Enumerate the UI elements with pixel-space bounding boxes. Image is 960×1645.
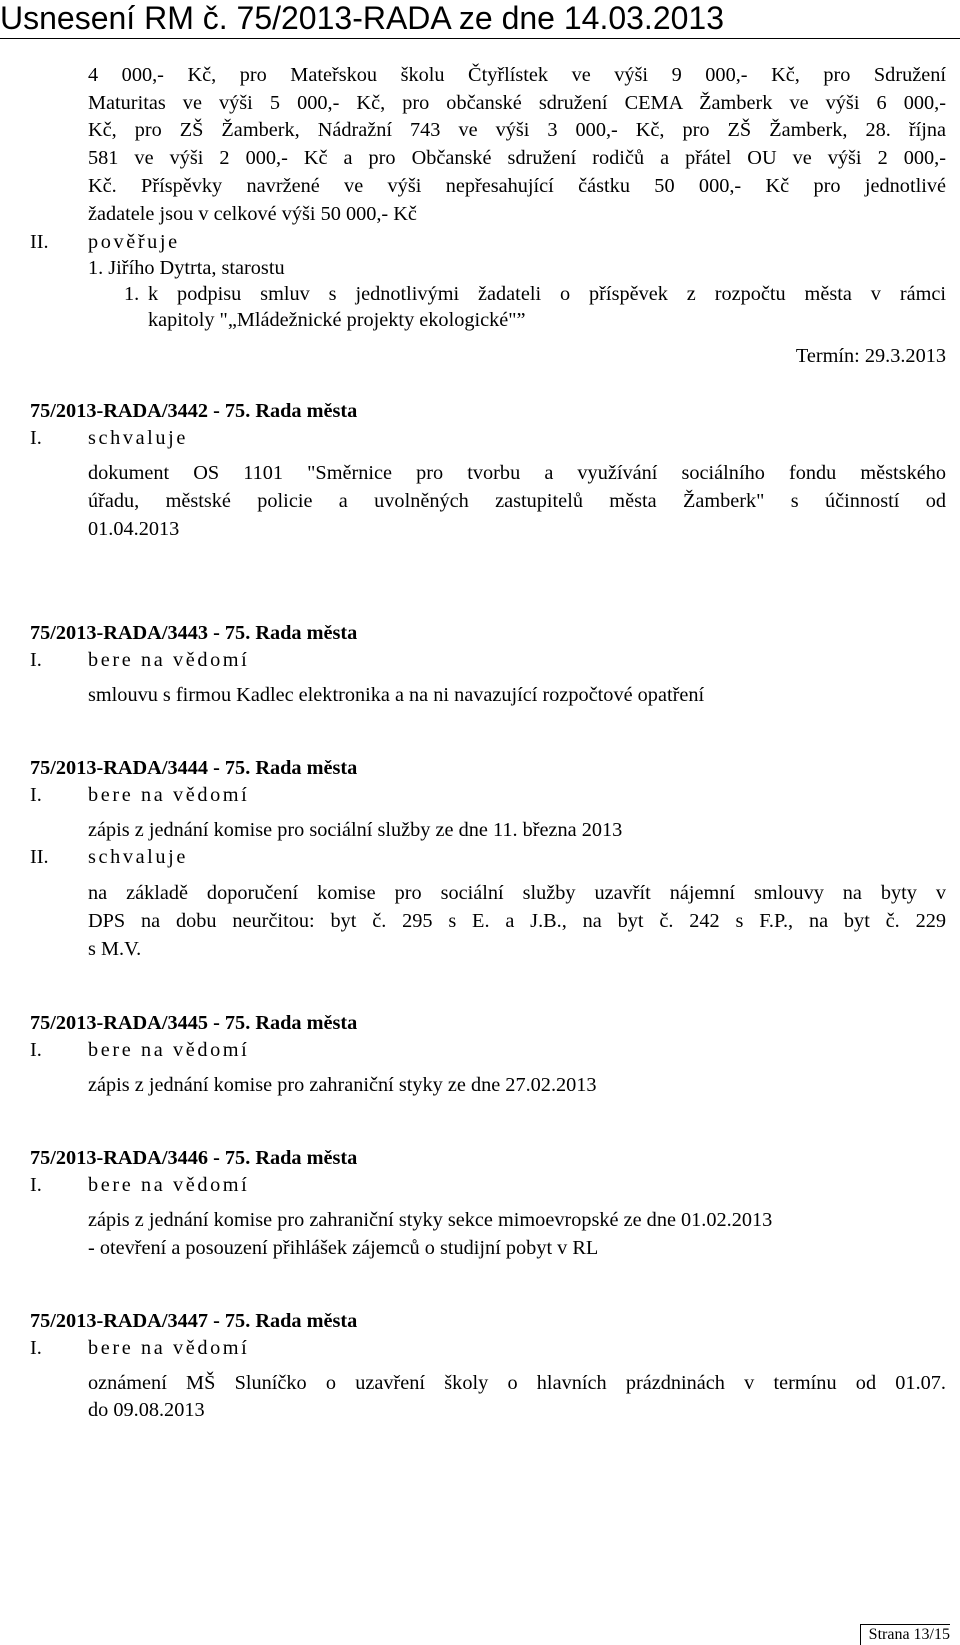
resolution-text: - otevření a posouzení přihlášek zájemců o studijní pobyt v RL <box>88 1237 599 1259</box>
resolution-title: 75/2013-RADA/3442 - 75. Rada města <box>30 400 358 422</box>
page-number <box>860 1624 950 1645</box>
resolution-text: zápis z jednání komise pro sociální služby ze dne 11. března 2013 <box>88 819 623 841</box>
resolution-text: zápis z jednání komise pro zahraniční styky sekce mimoevropské ze dne 01.02.2013 <box>88 1209 773 1231</box>
resolution-text: DPS na dobu neurčitou: byt č. 295 s E. a J.B., na byt č. 242 s F.P., na byt č. 229 <box>88 910 946 932</box>
resolution-title: 75/2013-RADA/3446 - 75. Rada města <box>30 1147 358 1169</box>
intro-line: Kč. Příspěvky navržené ve výši nepřesahující částku 50 000,- Kč pro jednotlivé <box>88 175 946 197</box>
resolution-text: dokument OS 1101 "Směrnice pro tvorbu a využívání sociálního fondu městského <box>88 462 946 484</box>
section-roman: I. <box>30 1337 42 1359</box>
section-roman: I. <box>30 1174 42 1196</box>
section-roman: I. <box>30 649 42 671</box>
resolution-text: do 09.08.2013 <box>88 1399 205 1421</box>
section-roman: I. <box>30 427 42 449</box>
resolution-text: 01.04.2013 <box>88 518 180 540</box>
section-roman: I. <box>30 1039 42 1061</box>
resolution-text: smlouvu s firmou Kadlec elektronika a na ni navazující rozpočtové opatření <box>88 684 705 706</box>
resolution-title: 75/2013-RADA/3443 - 75. Rada města <box>30 622 358 644</box>
section-verb: schvaluje <box>88 846 188 868</box>
header-divider <box>0 38 960 39</box>
section-roman: I. <box>30 784 42 806</box>
responsible-person: 1. Jiřího Dytrta, starostu <box>88 257 285 279</box>
resolution-title: 75/2013-RADA/3444 - 75. Rada města <box>30 757 358 779</box>
task-text: kapitoly "„Mládežnické projekty ekologické"” <box>148 309 526 331</box>
header-title: Usnesení RM č. 75/2013-RADA ze dne 14.03.2013 <box>0 0 724 36</box>
section-verb: bere na vědomí <box>88 784 250 806</box>
section-verb: pověřuje <box>88 231 180 253</box>
section-verb: bere na vědomí <box>88 1039 250 1061</box>
section-verb: bere na vědomí <box>88 649 250 671</box>
intro-line: 4 000,- Kč, pro Mateřskou školu Čtyřlístek ve výši 9 000,- Kč, pro Sdružení <box>88 64 946 86</box>
intro-line: Kč, pro ZŠ Žamberk, Nádražní 743 ve výši 3 000,- Kč, pro ZŠ Žamberk, 28. října <box>88 119 946 141</box>
section-verb: schvaluje <box>88 427 188 449</box>
resolution-text: na základě doporučení komise pro sociální služby uzavřít nájemní smlouvy na byty v <box>88 882 946 904</box>
page-number-text: Strana 13/15 <box>868 1626 950 1643</box>
section-verb: bere na vědomí <box>88 1174 250 1196</box>
resolution-text: úřadu, městské policie a uvolněných zastupitelů města Žamberk" s účinností od <box>88 490 946 512</box>
resolution-text: oznámení MŠ Sluníčko o uzavření školy o hlavních prázdninách v termínu od 01.07. <box>88 1372 946 1394</box>
intro-line: žadatele jsou v celkové výši 50 000,- Kč <box>88 203 417 225</box>
intro-line: Maturitas ve výši 5 000,- Kč, pro občanské sdružení CEMA Žamberk ve výši 6 000,- <box>88 92 946 114</box>
resolution-title: 75/2013-RADA/3445 - 75. Rada města <box>30 1012 358 1034</box>
task-number: 1. <box>124 283 140 305</box>
section-roman: II. <box>30 231 49 253</box>
deadline: Termín: 29.3.2013 <box>795 345 946 367</box>
resolution-text: zápis z jednání komise pro zahraniční styky ze dne 27.02.2013 <box>88 1074 597 1096</box>
section-roman: II. <box>30 846 49 868</box>
resolution-title: 75/2013-RADA/3447 - 75. Rada města <box>30 1310 358 1332</box>
resolution-text: s M.V. <box>88 938 142 960</box>
section-verb: bere na vědomí <box>88 1337 250 1359</box>
document-header <box>0 0 960 38</box>
task-text: k podpisu smluv s jednotlivými žadateli o příspěvek z rozpočtu města v rámci <box>148 283 946 305</box>
intro-line: 581 ve výši 2 000,- Kč a pro Občanské sdružení rodičů a přátel OU ve výši 2 000,- <box>88 147 946 169</box>
